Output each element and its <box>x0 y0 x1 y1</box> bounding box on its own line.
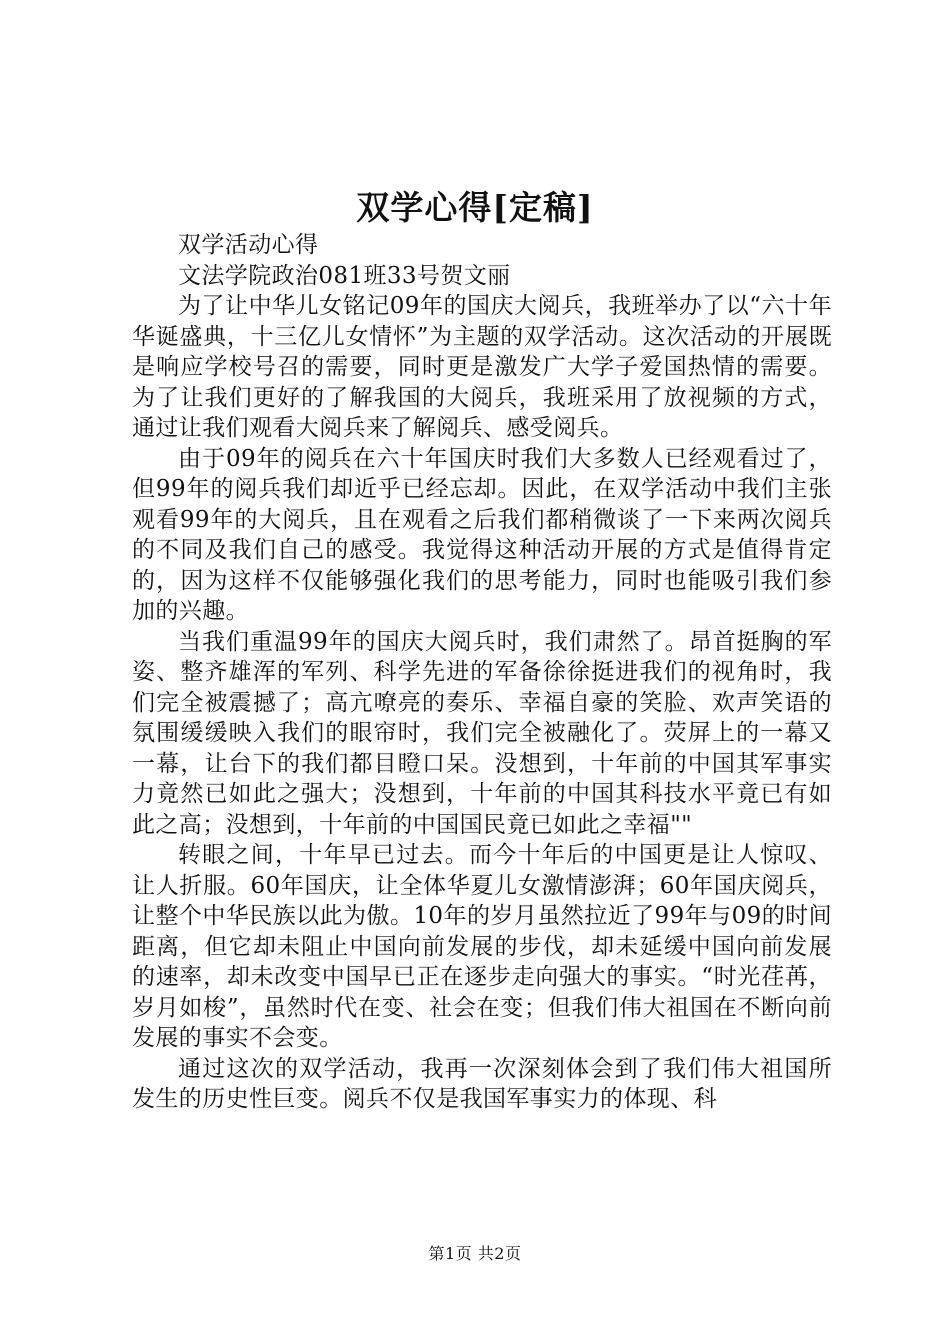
body-paragraph: 由于09年的阅兵在六十年国庆时我们大多数人已经观看过了，但99年的阅兵我们却近乎已经忘却。因此，在双学活动中我们主张观看99年的大阅兵，且在观看之后我们都稍微谈了一下来两次阅兵的不同及我们自己的感受。我觉得这种活动开展的方式是值得肯定的，因为这样不仅能够强化我们的思考能力，同时也能吸引我们参加的兴趣。 <box>132 445 832 624</box>
author-line: 文法学院政治081班33号贺文丽 <box>178 262 511 289</box>
document-title: 双学心得[定稿] <box>356 188 594 227</box>
page-footer: 第1页 共2页 <box>428 1244 522 1263</box>
body-paragraph: 通过这次的双学活动，我再一次深刻体会到了我们伟大祖国所发生的历史性巨变。阅兵不仅是我国军事实力的体现、科 <box>132 1055 832 1112</box>
body-paragraph: 为了让中华儿女铭记09年的国庆大阅兵，我班举办了以“六十年华诞盛典，十三亿儿女情怀”为主题的双学活动。这次活动的开展既是响应学校号召的需要，同时更是激发广大学子爱国热情的需要。为了让我们更好的了解我国的大阅兵，我班采用了放视频的方式，通过让我们观看大阅兵来了解阅兵、感受阅兵。 <box>132 293 832 441</box>
document-body <box>132 230 832 1115</box>
body-paragraph: 转眼之间，十年早已过去。而今十年后的中国更是让人惊叹、让人折服。60年国庆，让全体华夏儿女激情澎湃；60年国庆阅兵，让整个中华民族以此为傲。10年的岁月虽然拉近了99年与09的时间距离，但它却未阻止中国向前发展的步伐，却未延缓中国向前发展的速率，却未改变中国早已正在逐步走向强大的事实。“时光荏苒，岁月如梭”，虽然时代在变、社会在变；但我们伟大祖国在不断向前发展的事实不会变。 <box>132 842 832 1051</box>
subtitle-line: 双学活动心得 <box>178 232 319 258</box>
body-paragraph: 当我们重温99年的国庆大阅兵时，我们肃然了。昂首挺胸的军姿、整齐雄浑的军列、科学先进的军备徐徐挺进我们的视角时，我们完全被震撼了；高亢嘹亮的奏乐、幸福自豪的笑脸、欢声笑语的氛围缓缓映入我们的眼帘时，我们完全被融化了。荧屏上的一幕又一幕，让台下的我们都目瞪口呆。没想到，十年前的中国其军事实力竟然已如此之强大；没想到，十年前的中国其科技水平竟已有如此之高；没想到，十年前的中国国民竟已如此之幸福"" <box>132 628 832 838</box>
